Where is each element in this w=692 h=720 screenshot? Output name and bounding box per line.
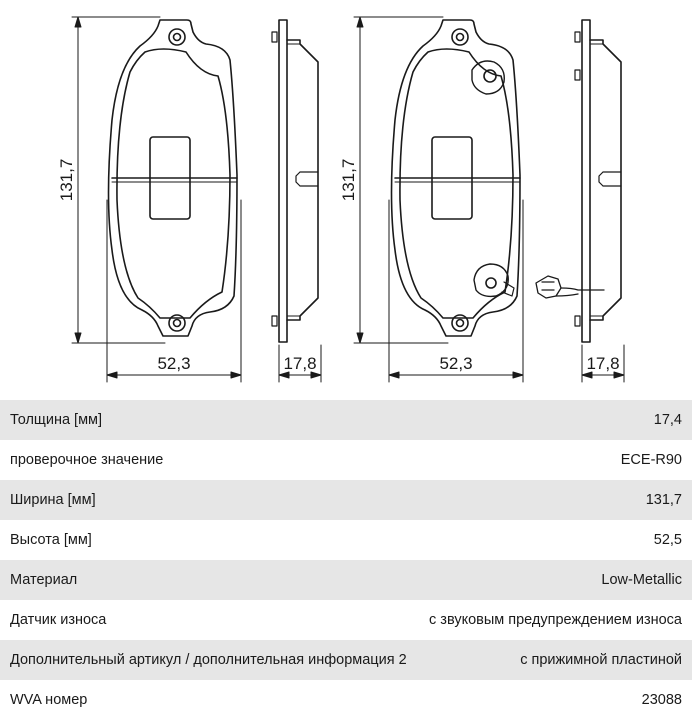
spec-label: Высота [мм]	[10, 532, 92, 548]
spec-value: 131,7	[645, 492, 682, 508]
spec-row-height	[0, 520, 692, 560]
left-side-label: 17,8	[283, 354, 317, 373]
spec-label: WVA номер	[10, 692, 88, 708]
right-height-label: 131,7	[339, 158, 358, 202]
spec-row-material	[0, 560, 692, 600]
right-pad-side-view	[575, 20, 621, 342]
spec-row-wva-number	[0, 680, 692, 720]
left-pad-side-view	[272, 20, 318, 342]
spec-label: Ширина [мм]	[10, 492, 96, 508]
spec-value: 17,4	[653, 412, 682, 428]
spec-row-thickness	[0, 400, 692, 440]
right-pad-front-view	[392, 20, 521, 336]
spec-value: с звуковым предупреждением износа	[429, 612, 682, 628]
spec-value: ECE-R90	[620, 452, 682, 468]
right-height-dimension	[354, 17, 448, 343]
left-width-label: 52,3	[157, 354, 191, 373]
right-side-label: 17,8	[586, 354, 620, 373]
spec-row-additional-info	[0, 640, 692, 680]
spec-row-test-mark	[0, 440, 692, 480]
wear-sensor-connector	[536, 276, 604, 298]
spec-label: Дополнительный артикул / дополнительная информация 2	[10, 652, 407, 668]
left-height-dimension	[72, 17, 165, 343]
spec-label: Датчик износа	[10, 612, 107, 628]
spec-value: Low-Metallic	[601, 572, 682, 588]
spec-label: Толщина [мм]	[10, 412, 103, 428]
spec-value: 23088	[641, 692, 682, 708]
spec-row-wear-sensor	[0, 600, 692, 640]
left-height-label: 131,7	[57, 158, 76, 202]
right-width-label: 52,3	[439, 354, 473, 373]
spec-row-width	[0, 480, 692, 520]
spec-label: проверочное значение	[10, 452, 164, 468]
spec-value: с прижимной пластиной	[520, 652, 682, 668]
specs-table	[0, 400, 692, 720]
spec-value: 52,5	[653, 532, 682, 548]
left-pad-front-view	[109, 20, 238, 336]
spec-label: Материал	[10, 572, 78, 588]
